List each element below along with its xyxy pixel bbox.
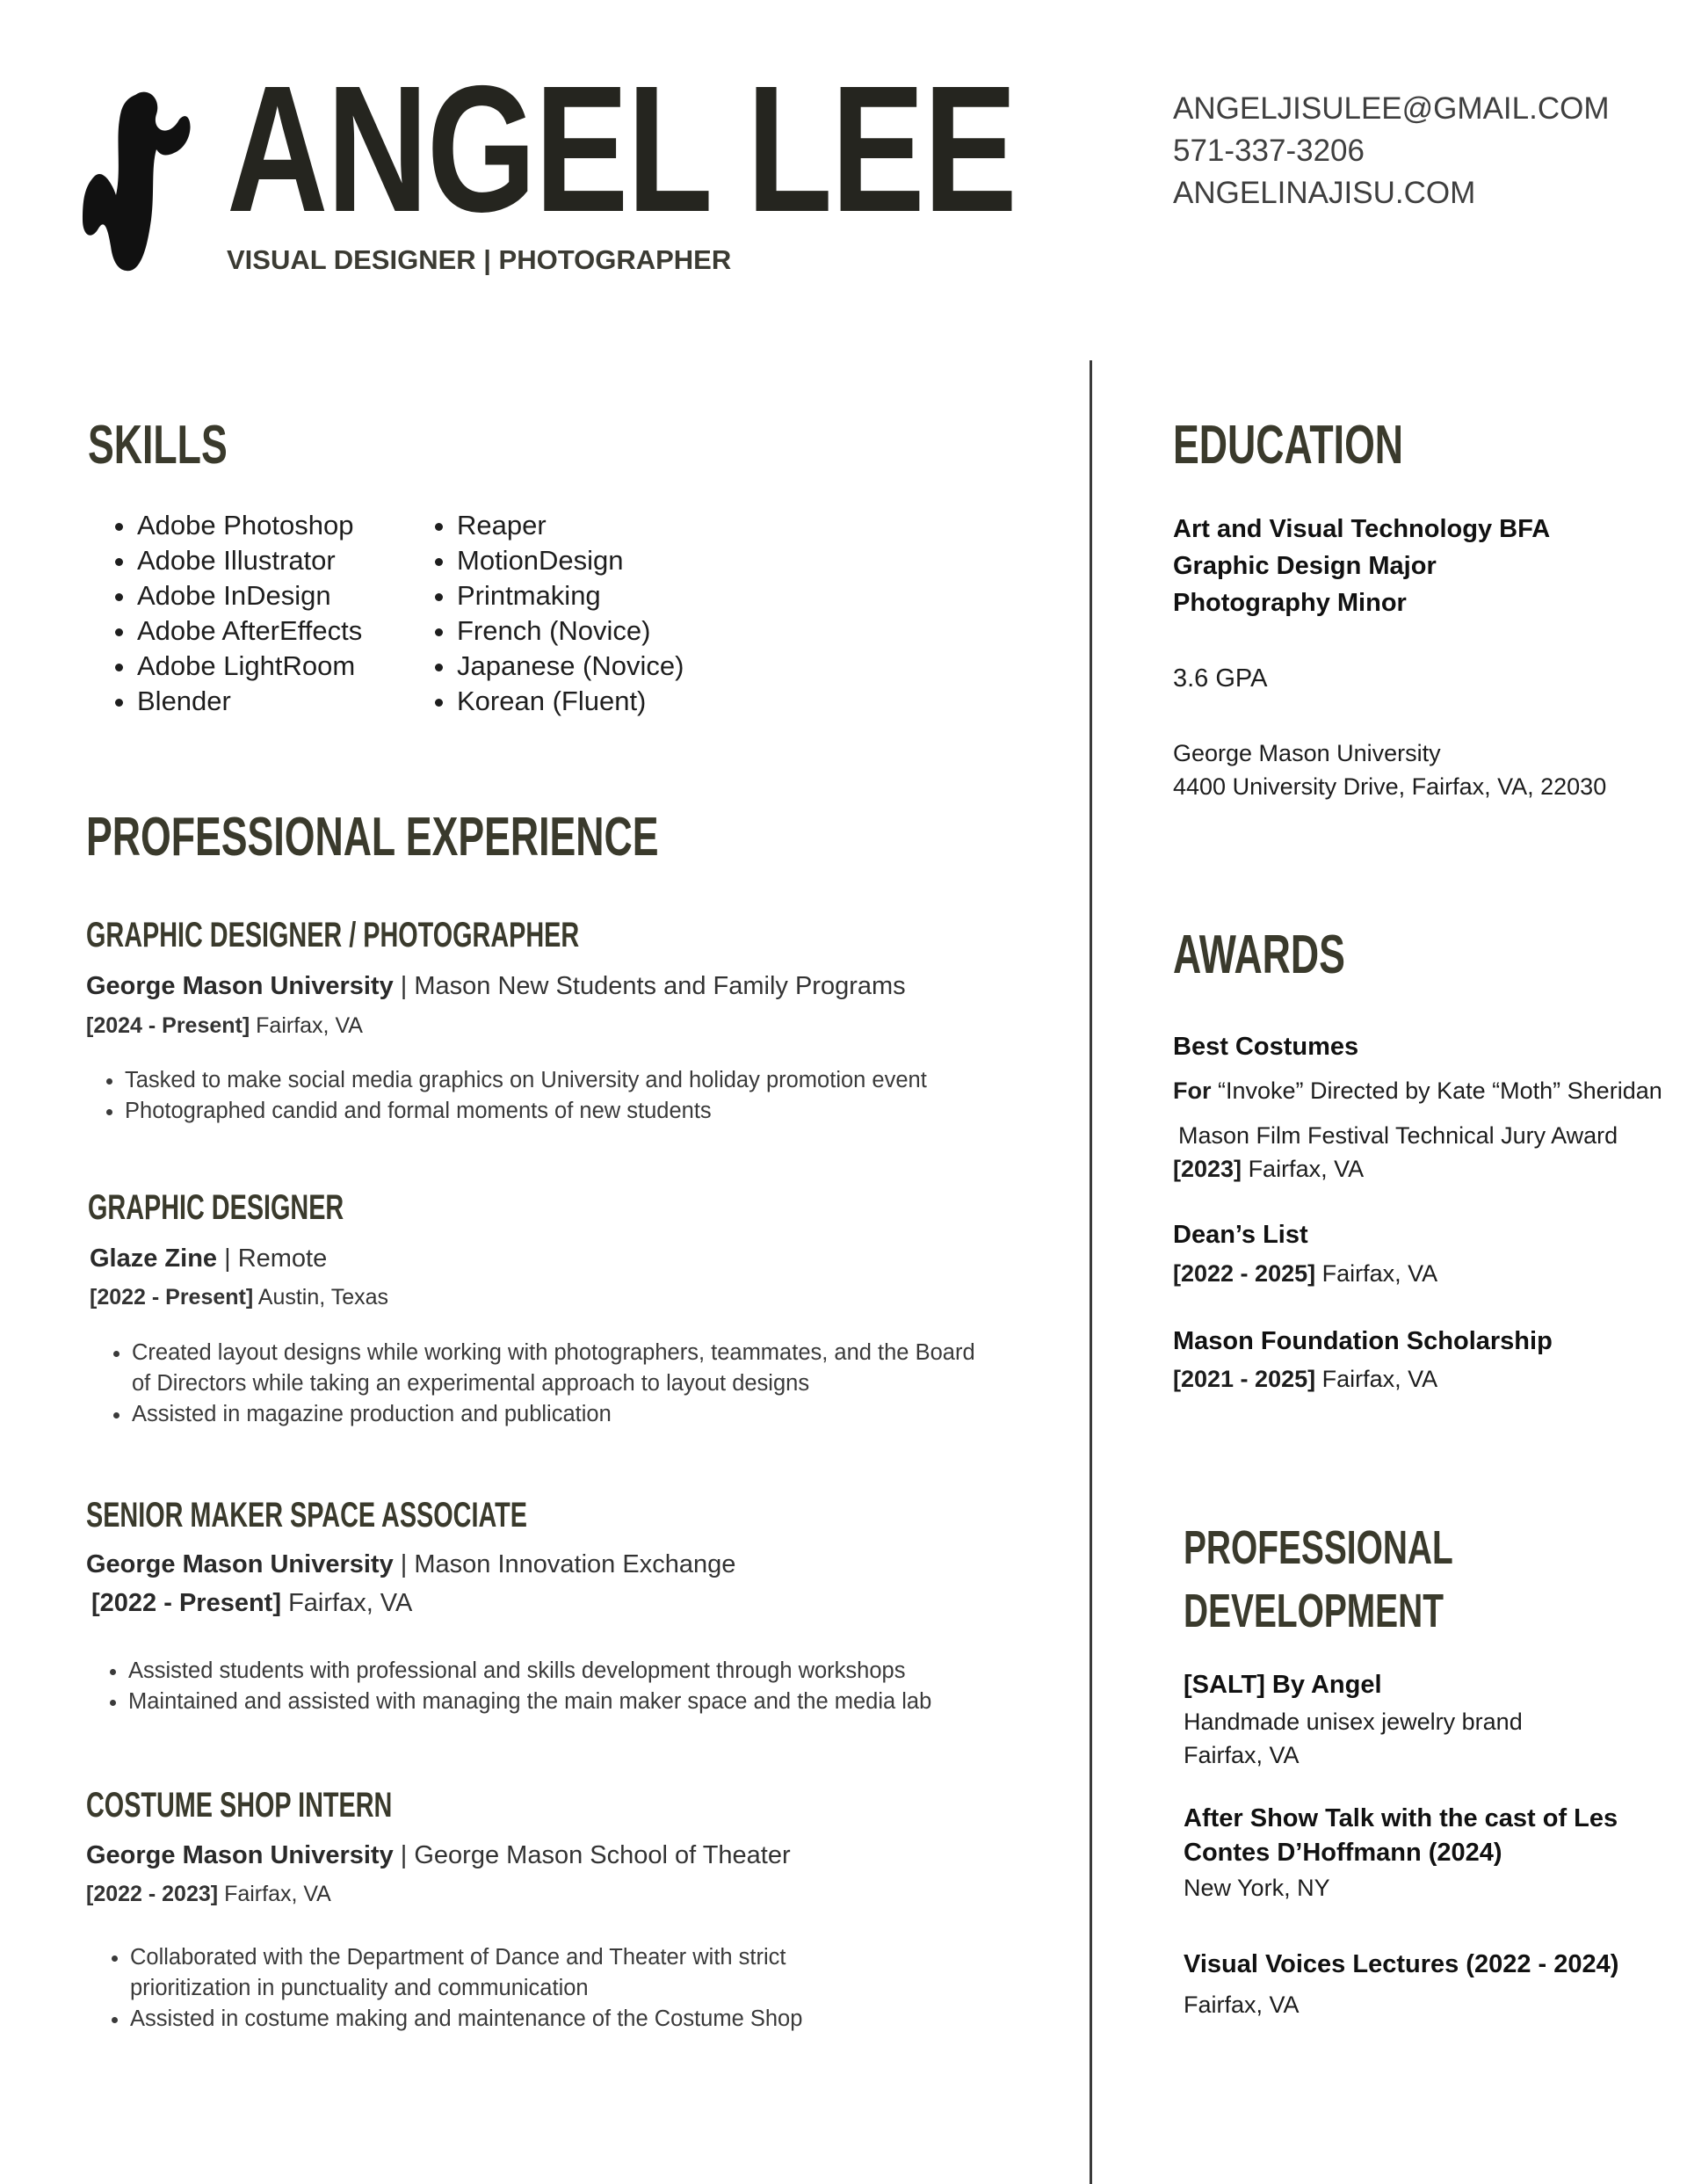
development-item-name: After Show Talk with the cast of Les	[1184, 1804, 1618, 1832]
contact-email[interactable]: ANGELJISULEE@GMAIL.COM	[1173, 91, 1610, 126]
award-location: Fairfax, VA	[1321, 1366, 1438, 1392]
contact-website[interactable]: ANGELINAJISU.COM	[1173, 176, 1476, 210]
list-item: • Assisted in magazine production and publication	[132, 1399, 993, 1430]
award-for-line	[1173, 1074, 1662, 1107]
skill-item: • MotionDesign	[457, 543, 684, 578]
awards-heading: AWARDS	[1173, 925, 1345, 985]
job-title: SENIOR MAKER SPACE ASSOCIATE	[86, 1496, 527, 1535]
job-dept: | George Mason School of Theater	[400, 1841, 791, 1869]
column-divider	[1090, 360, 1092, 2184]
contact-phone[interactable]: 571-337-3206	[1173, 134, 1365, 168]
job-org: George Mason University	[86, 1550, 394, 1578]
degree-line: Art and Visual Technology BFA	[1173, 515, 1551, 543]
skill-item: • Adobe Illustrator	[137, 543, 362, 578]
development-item-location: Fairfax, VA	[1184, 1742, 1300, 1768]
job-title: COSTUME SHOP INTERN	[86, 1786, 393, 1825]
job-location: Fairfax, VA	[288, 1589, 413, 1617]
job-org: George Mason University	[86, 1841, 394, 1869]
award-jury: Mason Film Festival Technical Jury Award	[1178, 1122, 1618, 1149]
job-org: Glaze Zine	[90, 1244, 218, 1273]
skill-item: • Adobe InDesign	[137, 578, 362, 613]
development-item-name: [SALT] By Angel	[1184, 1671, 1382, 1699]
award-dates-line	[1173, 1362, 1437, 1396]
skill-item: • Reaper	[457, 508, 684, 543]
skill-item: • Adobe LightRoom	[137, 649, 362, 684]
job-dates: [2024 - Present]	[86, 1013, 250, 1038]
job-org-line	[86, 1839, 791, 1871]
award-for-text: “Invoke” Directed by Kate “Moth” Sheridan	[1218, 1077, 1662, 1104]
skill-item: • French (Novice)	[457, 613, 684, 649]
list-item: • Assisted in costume making and maintenance of the Costume Shop	[130, 2004, 815, 2035]
award-dates: [2023]	[1173, 1156, 1242, 1182]
degree-line: Photography Minor	[1173, 589, 1407, 617]
award-location: Fairfax, VA	[1248, 1156, 1365, 1182]
award-dates: [2022 - 2025]	[1173, 1260, 1316, 1287]
award-name: Dean’s List	[1173, 1221, 1308, 1249]
job-bullets	[90, 1338, 993, 1430]
job-dates: [2022 - Present]	[90, 1285, 254, 1310]
job-location: Austin, Texas	[257, 1285, 389, 1310]
development-item-name: Visual Voices Lectures (2022 - 2024)	[1184, 1950, 1619, 1978]
job-dates-line	[86, 1879, 331, 1909]
job-location: Fairfax, VA	[256, 1013, 363, 1038]
skill-item: • Adobe AfterEffects	[137, 613, 362, 649]
job-dept: | Mason Innovation Exchange	[400, 1550, 736, 1578]
experience-heading: PROFESSIONAL EXPERIENCE	[86, 807, 659, 867]
award-dates-line	[1173, 1257, 1437, 1290]
job-dates-line	[90, 1282, 388, 1312]
development-heading	[1184, 1516, 1453, 1643]
list-item: • Tasked to make social media graphics on University and holiday promotion event	[125, 1065, 1003, 1096]
skill-item: • Adobe Photoshop	[137, 508, 362, 543]
skill-item: • Japanese (Novice)	[457, 649, 684, 684]
contact-block	[1173, 88, 1609, 214]
job-bullets	[88, 1942, 815, 2035]
school-name: George Mason University	[1173, 740, 1441, 766]
award-dates-line	[1173, 1152, 1364, 1186]
job-org-line	[90, 1243, 327, 1274]
award-location: Fairfax, VA	[1321, 1260, 1438, 1287]
job-title: GRAPHIC DESIGNER	[88, 1188, 344, 1227]
development-item-name: Contes D’Hoffmann (2024)	[1184, 1839, 1502, 1867]
skill-item: • Printmaking	[457, 578, 684, 613]
job-org-line	[86, 970, 906, 1002]
skill-item: • Blender	[137, 684, 362, 719]
job-title: GRAPHIC DESIGNER / PHOTOGRAPHER	[86, 916, 580, 954]
list-item: • Maintained and assisted with managing the main maker space and the media lab	[128, 1687, 1007, 1717]
tagline: VISUAL DESIGNER | PHOTOGRAPHER	[227, 244, 732, 275]
job-dates-line	[91, 1587, 412, 1619]
job-org: George Mason University	[86, 972, 394, 1000]
degree-line: Graphic Design Major	[1173, 552, 1437, 580]
job-dates: [2022 - 2023]	[86, 1882, 219, 1906]
job-dept: | Remote	[224, 1244, 328, 1273]
award-for-label: For	[1173, 1077, 1212, 1104]
abstract-music-note-logo-icon	[81, 88, 195, 274]
job-bullets	[86, 1656, 1007, 1717]
award-name: Mason Foundation Scholarship	[1173, 1327, 1553, 1355]
candidate-name: ANGEL LEE	[227, 48, 1017, 250]
award-name: Best Costumes	[1173, 1033, 1359, 1061]
development-heading-line: DEVELOPMENT	[1184, 1585, 1444, 1637]
school-address: 4400 University Drive, Fairfax, VA, 22030	[1173, 773, 1607, 800]
skills-list-col2	[408, 508, 684, 719]
education-heading: EDUCATION	[1173, 415, 1404, 475]
list-item: • Photographed candid and formal moments of new students	[125, 1096, 1003, 1127]
job-bullets	[83, 1065, 1003, 1127]
development-heading-line: PROFESSIONAL	[1184, 1521, 1453, 1574]
list-item: • Collaborated with the Department of Dance and Theater with strict prioritization in punctuality and communication	[130, 1942, 815, 2004]
award-dates: [2021 - 2025]	[1173, 1366, 1316, 1392]
job-dept: | Mason New Students and Family Programs	[400, 972, 906, 1000]
skill-item: • Korean (Fluent)	[457, 684, 684, 719]
job-org-line	[86, 1549, 735, 1580]
list-item: • Created layout designs while working with photographers, teammates, and the Board of Directors while taking an experimental approach to layout designs	[132, 1338, 993, 1399]
gpa: 3.6 GPA	[1173, 664, 1268, 693]
development-item-location: Fairfax, VA	[1184, 1992, 1300, 2018]
skills-list-col1	[88, 508, 362, 719]
job-location: Fairfax, VA	[224, 1882, 331, 1906]
development-item-location: New York, NY	[1184, 1875, 1330, 1901]
job-dates-line	[86, 1011, 363, 1041]
list-item: • Assisted students with professional and skills development through workshops	[128, 1656, 1007, 1687]
job-dates: [2022 - Present]	[91, 1589, 281, 1617]
skills-heading: SKILLS	[88, 415, 228, 475]
development-item-desc: Handmade unisex jewelry brand	[1184, 1709, 1523, 1735]
